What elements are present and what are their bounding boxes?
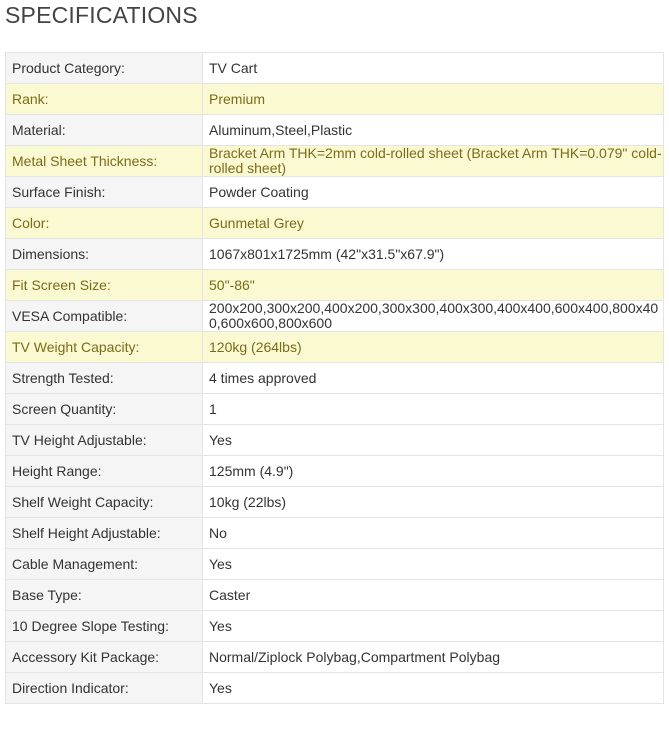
spec-value: 1067x801x1725mm (42"x31.5"x67.9") [203,239,664,270]
spec-value: Premium [203,84,664,115]
spec-label: Material: [6,115,203,146]
spec-value: Yes [203,425,664,456]
spec-value: TV Cart [203,53,664,84]
spec-label: Surface Finish: [6,177,203,208]
spec-label: Base Type: [6,580,203,611]
spec-row [6,146,664,177]
page-title: SPECIFICATIONS [5,2,198,28]
spec-row [6,487,664,518]
spec-row [6,456,664,487]
spec-row [6,115,664,146]
spec-row [6,301,664,332]
spec-row [6,394,664,425]
spec-value: 4 times approved [203,363,664,394]
spec-label: 10 Degree Slope Testing: [6,611,203,642]
spec-row [6,425,664,456]
spec-value: No [203,518,664,549]
spec-label: Accessory Kit Package: [6,642,203,673]
spec-label: Shelf Weight Capacity: [6,487,203,518]
spec-value: 120kg (264lbs) [203,332,664,363]
spec-label: Shelf Height Adjustable: [6,518,203,549]
spec-row [6,580,664,611]
spec-label: TV Height Adjustable: [6,425,203,456]
spec-value: Gunmetal Grey [203,208,664,239]
spec-value: Powder Coating [203,177,664,208]
spec-label: Color: [6,208,203,239]
spec-label: Strength Tested: [6,363,203,394]
specifications-table [5,52,664,704]
spec-label: Dimensions: [6,239,203,270]
spec-row [6,518,664,549]
spec-row [6,642,664,673]
spec-value: Caster [203,580,664,611]
spec-row [6,363,664,394]
spec-row [6,611,664,642]
spec-label: VESA Compatible: [6,301,203,332]
spec-row [6,53,664,84]
specifications-table-body [6,53,664,704]
spec-value: 200x200,300x200,400x200,300x300,400x300,400x400,600x400,800x400,600x600,800x600 [203,301,664,332]
spec-label: Height Range: [6,456,203,487]
spec-value: Bracket Arm THK=2mm cold-rolled sheet (Bracket Arm THK=0.079" cold-rolled sheet) [203,146,664,177]
spec-label: Metal Sheet Thickness: [6,146,203,177]
spec-value: 10kg (22lbs) [203,487,664,518]
spec-row [6,177,664,208]
spec-row [6,332,664,363]
spec-label: TV Weight Capacity: [6,332,203,363]
spec-label: Cable Management: [6,549,203,580]
spec-value: 50"-86" [203,270,664,301]
spec-row [6,270,664,301]
spec-value: Yes [203,673,664,704]
spec-value: Yes [203,549,664,580]
spec-value: 125mm (4.9") [203,456,664,487]
spec-row [6,208,664,239]
spec-value: Yes [203,611,664,642]
spec-label: Fit Screen Size: [6,270,203,301]
spec-row [6,549,664,580]
spec-value: Aluminum,Steel,Plastic [203,115,664,146]
spec-row [6,239,664,270]
spec-label: Rank: [6,84,203,115]
spec-row [6,84,664,115]
spec-value: 1 [203,394,664,425]
spec-row [6,673,664,704]
spec-value: Normal/Ziplock Polybag,Compartment Polybag [203,642,664,673]
spec-label: Direction Indicator: [6,673,203,704]
spec-label: Product Category: [6,53,203,84]
spec-label: Screen Quantity: [6,394,203,425]
